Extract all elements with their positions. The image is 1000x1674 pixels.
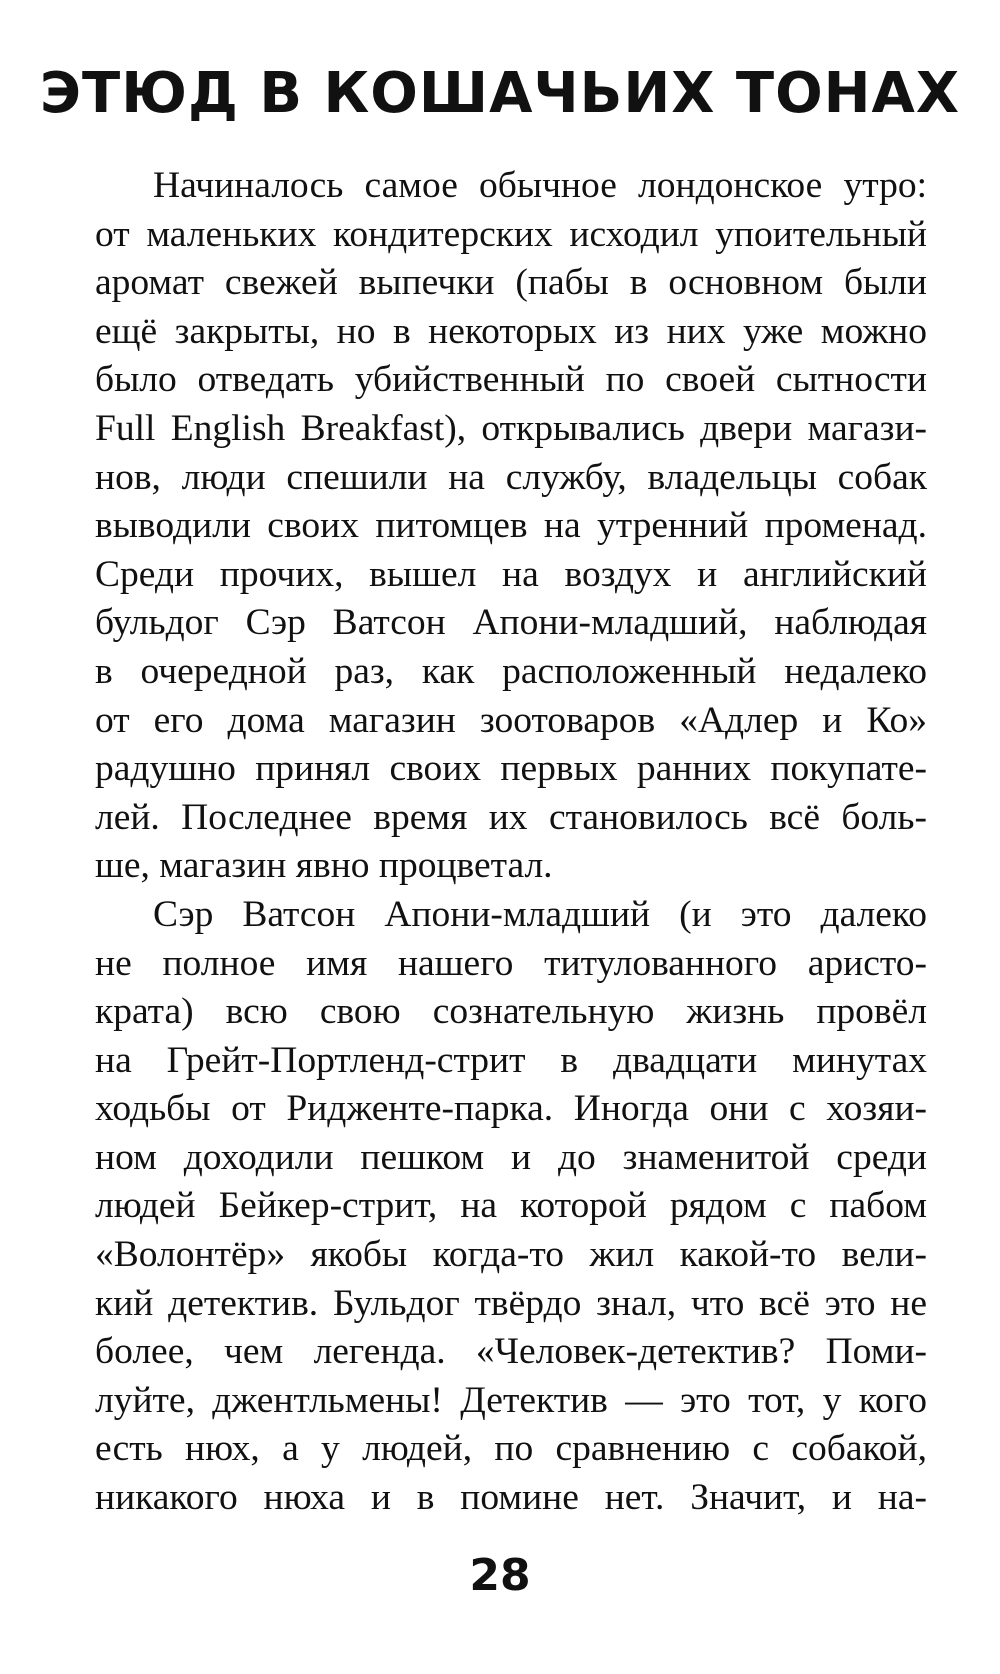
text-line: никакого нюха и в помине нет. Значит, и на- (95, 1477, 927, 1519)
text-line: от его дома магазин зоотоваров «Адлер и Ко» (95, 699, 927, 741)
text-line: крата) всю свою сознательную жизнь провёл (95, 991, 927, 1033)
text-line: Сэр Ватсон Апони-младший (и это далеко (153, 893, 927, 935)
text-line: ном доходили пешком и до знаменитой среди (95, 1136, 927, 1178)
text-line: от маленьких кондитерских исходил упоительный (95, 213, 927, 255)
text-line: ещё закрыты, но в некоторых из них уже можно (95, 310, 927, 352)
text-line: выводили своих питомцев на утренний променад. (95, 505, 927, 547)
text-line: кий детектив. Бульдог твёрдо знал, что всё это не (95, 1282, 927, 1324)
paragraph-1 (95, 162, 927, 891)
text-line: Full English Breakfast), открывались двери магази- (95, 407, 927, 449)
text-line: есть нюх, а у людей, по сравнению с собакой, (95, 1428, 927, 1470)
text-line: людей Бейкер-стрит, на которой рядом с пабом (95, 1185, 927, 1227)
text-line: бульдог Сэр Ватсон Апони-младший, наблюдая (95, 602, 927, 644)
text-line: Среди прочих, вышел на воздух и английский (95, 553, 927, 595)
text-line: лей. Последнее время их становилось всё боль- (95, 796, 927, 838)
text-line: не полное имя нашего титулованного аристо- (95, 942, 927, 984)
text-line: аромат свежей выпечки (пабы в основном были (95, 262, 927, 304)
text-line: радушно принял своих первых ранних покупате- (95, 748, 927, 790)
text-line: ше, магазин явно процветал. (95, 845, 553, 887)
paragraph-2 (95, 891, 927, 1523)
chapter-title: ЭТЮД В КОШАЧЬИХ ТОНАХ (39, 61, 961, 126)
page-number: 28 (469, 1550, 531, 1601)
text-line: нов, люди спешили на службу, владельцы собак (95, 456, 927, 498)
text-line: на Грейт-Портленд-стрит в двадцати минутах (95, 1039, 927, 1081)
body-text (95, 162, 927, 1523)
text-line: Начиналось самое обычное лондонское утро: (153, 165, 927, 206)
text-line: луйте, джентльмены! Детектив — это тот, у кого (95, 1379, 927, 1421)
text-line: ходьбы от Ридженте-парка. Иногда они с хозяи- (95, 1088, 927, 1130)
text-line: «Волонтёр» якобы когда-то жил какой-то вели- (95, 1234, 927, 1276)
text-line: в очередной раз, как расположенный недалеко (95, 650, 927, 692)
text-line: было отведать убийственный по своей сытности (95, 359, 927, 401)
text-line: более, чем легенда. «Человек-детектив? Поми- (95, 1331, 927, 1373)
